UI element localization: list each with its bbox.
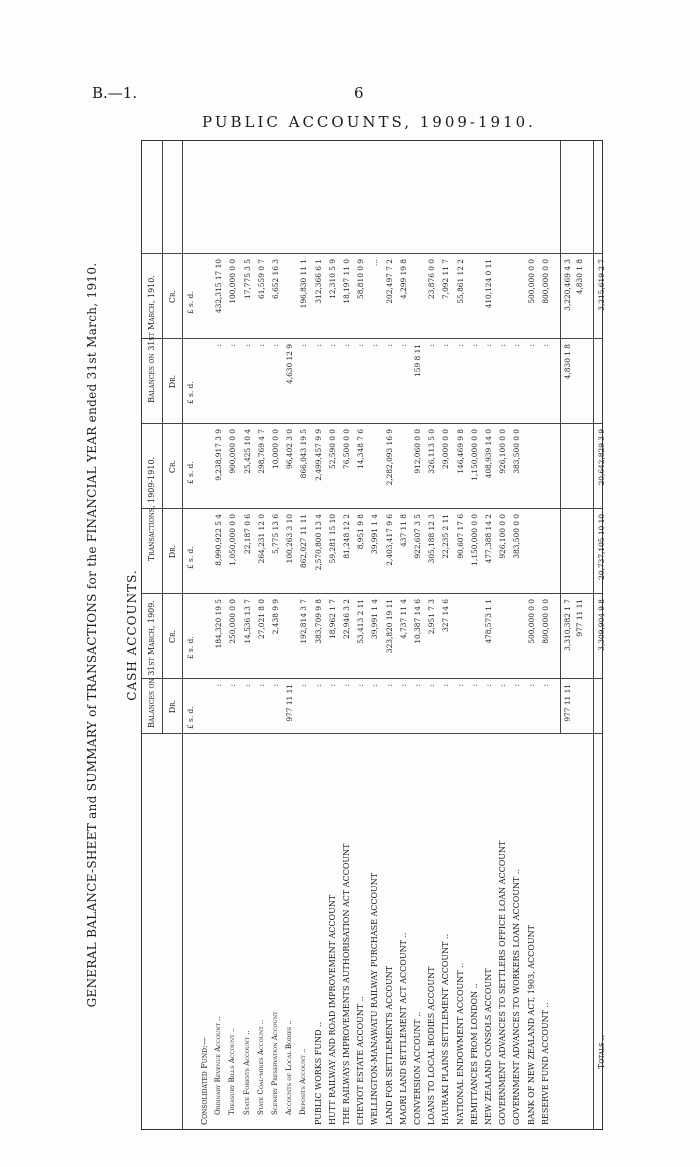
header-opening: Balances on 31st March, 1909. — [147, 600, 156, 728]
subtotal-cell: 977 11 11 — [563, 684, 572, 722]
amount-cell: : — [356, 684, 366, 687]
amount-cell: 25,425 10 4 — [242, 429, 252, 474]
amount-cell: : — [327, 344, 337, 347]
amount-cell: : — [484, 684, 493, 687]
amount-cell: : — [413, 684, 422, 687]
amount-cell: 478,573 1 1 — [484, 599, 493, 644]
amount-cell: 146,469 9 8 — [455, 429, 465, 474]
amount-cell: : — [342, 344, 351, 347]
units-opening-dr: £ s. d. — [186, 706, 195, 729]
amount-cell: 18,197 11 0 — [342, 259, 351, 304]
amount-cell: 7,092 11 7 — [441, 259, 451, 299]
amount-cell: 2,403,417 9 6 — [384, 514, 394, 566]
amount-cell: 2,438 9 9 — [271, 599, 280, 635]
amount-cell: 90,607 17 6 — [455, 514, 465, 559]
totals-rule — [593, 141, 594, 1129]
col-divider — [142, 253, 602, 254]
amount-cell: 10,387 14 6 — [413, 599, 422, 644]
row-label: Ordinary Revenue Account .. — [214, 1016, 223, 1115]
col-divider — [142, 338, 602, 339]
units-closing-cr: £ s. d. — [186, 291, 195, 314]
amount-cell: : — [271, 344, 280, 347]
amount-cell: : — [228, 684, 238, 687]
amount-cell: 159 8 11 — [413, 344, 422, 377]
amount-cell: 2,282,093 16 9 — [384, 429, 394, 486]
amount-cell: 29,000 0 0 — [441, 429, 451, 469]
table-title: GENERAL BALANCE-SHEET and SUMMARY of TRANSACTIONS for the FINANCIAL YEAR ended 31st March, 1910. — [85, 262, 99, 1008]
amount-cell: : — [228, 344, 238, 347]
amount-cell: 250,000 0 0 — [228, 599, 238, 644]
row-label: REMITTANCES FROM LONDON .. — [469, 983, 479, 1125]
amount-cell: 23,876 0 0 — [427, 259, 437, 299]
units-trans-cr: £ s. d. — [186, 461, 195, 484]
totals-cell: 20,737,105 10 10 — [597, 514, 606, 580]
amount-cell: 2,570,800 13 4 — [313, 514, 323, 571]
amount-cell: 922,607 3 5 — [413, 514, 422, 559]
row-label: State Coal-mines Account .. — [256, 1019, 265, 1115]
amount-cell: 61,559 0 7 — [256, 259, 266, 299]
row-label: HUTT RAILWAY AND ROAD IMPROVEMENT ACCOUNT — [327, 894, 337, 1125]
amount-cell: : — [455, 344, 465, 347]
page-title: PUBLIC ACCOUNTS, 1909-1910. — [202, 113, 536, 131]
amount-cell: : — [370, 684, 380, 687]
amount-cell: : — [384, 684, 394, 687]
amount-cell: 6,652 16 3 — [271, 259, 280, 299]
amount-cell: 100,263 3 10 — [285, 514, 295, 564]
amount-cell: 39,991 1 4 — [370, 514, 380, 554]
amount-cell: 326,113 5 0 — [427, 429, 437, 474]
header-divider — [182, 141, 183, 1129]
amount-cell: 900,000 0 0 — [228, 429, 238, 474]
amount-cell: 432,315 17 10 — [214, 259, 224, 314]
amount-cell: 96,402 3 0 — [285, 429, 295, 469]
amount-cell: 912,060 0 0 — [413, 429, 422, 474]
amount-cell: 926,100 0 0 — [498, 429, 508, 474]
row-label: MAORI LAND SETTLEMENT ACT ACCOUNT .. — [398, 932, 408, 1125]
amount-cell: : — [242, 344, 252, 347]
amount-cell: : — [398, 684, 408, 687]
amount-cell: 977 11 11 — [285, 684, 295, 722]
amount-cell: 298,769 4 7 — [256, 429, 266, 474]
amount-cell: 312,366 6 1 — [313, 259, 323, 304]
amount-cell: 202,497 7 2 — [384, 259, 394, 304]
rotated-table-area — [85, 140, 605, 1130]
subtotal-cell: 3,310,382 1 7 — [563, 599, 572, 651]
amount-cell: : — [512, 684, 522, 687]
amount-cell: 800,000 0 0 — [540, 599, 550, 644]
amount-cell: : — [540, 344, 550, 347]
amount-cell: : — [427, 684, 437, 687]
header-transactions: Transactions, 1909-1910. — [147, 456, 156, 562]
row-label: HAURAKI PLAINS SETTLEMENT ACCOUNT .. — [441, 933, 451, 1125]
amount-cell: 1,150,000 0 0 — [469, 514, 479, 566]
totals-cell: 3,309,904 9 8 — [597, 599, 606, 651]
amount-cell: : — [469, 684, 479, 687]
amount-cell: 305,188 12 3 — [427, 514, 437, 564]
col-divider — [142, 733, 602, 734]
amount-cell: : — [455, 684, 465, 687]
col-divider — [142, 423, 602, 424]
amount-cell: : — [526, 344, 536, 347]
col-divider — [142, 593, 602, 594]
header-closing: Balances on 31st March, 1910. — [147, 275, 156, 403]
header-closing-cr: Cr. — [168, 289, 177, 304]
amount-cell: 8,951 9 8 — [356, 514, 366, 550]
row-label: GOVERNMENT ADVANCES TO SETTLERS OFFICE LOAN ACCOUNT — [498, 840, 508, 1125]
row-label: State Forests Account .. — [242, 1030, 251, 1115]
header-opening-cr: Cr. — [168, 629, 177, 644]
amount-cell: 59,281 15 10 — [327, 514, 337, 564]
subtotal-cell: 3,220,469 4 3 — [563, 259, 572, 311]
amount-cell: 192,814 3 7 — [299, 599, 309, 644]
row-label: PUBLIC WORKS FUND .. — [313, 1021, 323, 1125]
subtotal-cell: 977 11 11 — [575, 599, 584, 637]
amount-cell: 383,500 0 0 — [512, 429, 522, 474]
header-opening-dr: Dr. — [168, 699, 177, 714]
amount-cell: 383,500 0 0 — [512, 514, 522, 559]
row-label: Scenery Preservation Account — [271, 1011, 279, 1115]
amount-cell: : — [498, 684, 508, 687]
row-label: Treasury Bills Account .. — [228, 1027, 237, 1115]
amount-cell: : — [271, 684, 280, 687]
subtotal-cell: 4,830 1 8 — [575, 259, 584, 295]
amount-cell: 383,709 9 8 — [313, 599, 323, 644]
amount-cell: : — [299, 684, 309, 687]
header-trans-dr: Dr. — [168, 544, 177, 559]
amount-cell: 14,536 13 7 — [242, 599, 252, 644]
amount-cell: 55,861 12 2 — [455, 259, 465, 304]
row-label: WELLINGTON-MANAWATU RAILWAY PURCHASE ACCOUNT — [370, 872, 380, 1125]
amount-cell: 264,231 12 0 — [256, 514, 266, 564]
row-label: LOANS TO LOCAL BODIES ACCOUNT — [427, 966, 437, 1125]
amount-cell: 22,946 3 2 — [342, 599, 351, 639]
amount-cell: 1,150,000 0 0 — [469, 429, 479, 481]
header-divider — [162, 141, 163, 734]
row-label: CHEVIOT ESTATE ACCOUNT .. — [356, 996, 366, 1125]
amount-cell: 410,124 0 11 — [484, 259, 493, 309]
amount-cell: : — [313, 684, 323, 687]
amount-cell: : — [370, 344, 380, 347]
amount-cell: : — [214, 344, 224, 347]
amount-cell: : — [512, 344, 522, 347]
amount-cell: 58,810 0 9 — [356, 259, 366, 299]
amount-cell: 53,413 2 11 — [356, 599, 366, 644]
amount-cell: 17,775 3 5 — [242, 259, 252, 299]
row-label: Accounts of Local Bodies .. — [285, 1020, 294, 1115]
amount-cell: 22,235 2 11 — [441, 514, 451, 559]
amount-cell: 477,388 14 2 — [484, 514, 493, 564]
units-opening-cr: £ s. d. — [186, 636, 195, 659]
amount-cell: : — [441, 344, 451, 347]
amount-cell: : — [356, 344, 366, 347]
amount-cell: : — [342, 684, 351, 687]
amount-cell: : — [498, 344, 508, 347]
row-label: Deposits Account .. — [299, 1048, 308, 1115]
amount-cell: 408,939 14 0 — [484, 429, 493, 479]
amount-cell: : — [384, 344, 394, 347]
amount-cell: ... — [370, 259, 380, 267]
amount-cell: 9,238,917 3 9 — [214, 429, 224, 481]
amount-cell: 27,021 8 0 — [256, 599, 266, 639]
balance-sheet-table — [141, 140, 606, 1130]
amount-cell: : — [327, 684, 337, 687]
amount-cell: 926,100 0 0 — [498, 514, 508, 559]
amount-cell: 4,737 11 4 — [398, 599, 408, 639]
amount-cell: 14,348 7 6 — [356, 429, 366, 469]
amount-cell: 437 11 8 — [398, 514, 408, 547]
totals-cell: 20,642,829 3 9 — [597, 429, 606, 486]
row-label: Consolidated Fund:— — [200, 1037, 209, 1125]
amount-cell: 500,000 0 0 — [526, 259, 536, 304]
amount-cell: : — [256, 684, 266, 687]
header-trans-cr: Cr. — [168, 459, 177, 474]
document-code: B.—1. — [92, 84, 138, 102]
row-label: BANK OF NEW ZEALAND ACT, 1903, ACCOUNT — [526, 925, 536, 1125]
amount-cell: 4,299 19 8 — [398, 259, 408, 299]
amount-cell: 1,050,000 0 0 — [228, 514, 238, 566]
table-subtitle: CASH ACCOUNTS. — [125, 569, 139, 701]
col-divider — [142, 678, 602, 679]
totals-label: Totals .. — [597, 1035, 606, 1069]
amount-cell: : — [256, 344, 266, 347]
amount-cell: : — [313, 344, 323, 347]
amount-cell: : — [526, 684, 536, 687]
amount-cell: 4,630 12 9 — [285, 344, 295, 384]
amount-cell: : — [540, 684, 550, 687]
subtotal-cell: 4,830 1 8 — [563, 344, 572, 380]
amount-cell: : — [398, 344, 408, 347]
amount-cell: 18,962 1 7 — [327, 599, 337, 639]
header-closing-dr: Dr. — [168, 374, 177, 389]
amount-cell: 22,187 0 6 — [242, 514, 252, 554]
amount-cell: 800,000 0 0 — [540, 259, 550, 304]
amount-cell: : — [484, 344, 493, 347]
units-trans-dr: £ s. d. — [186, 546, 195, 569]
col-divider — [142, 508, 602, 509]
row-label: NATIONAL ENDOWMENT ACCOUNT .. — [455, 962, 465, 1125]
row-label: NEW ZEALAND CONSOLS ACCOUNT — [484, 968, 493, 1125]
amount-cell: 81,248 12 2 — [342, 514, 351, 559]
amount-cell: 500,000 0 0 — [526, 599, 536, 644]
amount-cell: : — [242, 684, 252, 687]
amount-cell: 323,820 19 11 — [384, 599, 394, 654]
row-label: CONVERSION ACCOUNT .. — [413, 1011, 422, 1125]
amount-cell: : — [214, 684, 224, 687]
amount-cell: 76,500 0 0 — [342, 429, 351, 469]
amount-cell: : — [427, 344, 437, 347]
page-number: 6 — [354, 84, 364, 102]
amount-cell: 2,951 7 3 — [427, 599, 437, 635]
row-label: THE RAILWAYS IMPROVEMENTS AUTHORISATION ACT ACCOUNT — [342, 843, 351, 1125]
amount-cell: 184,320 19 5 — [214, 599, 224, 649]
amount-cell: 327 14 6 — [441, 599, 451, 632]
row-label: RESERVE FUND ACCOUNT .. — [540, 1002, 550, 1125]
amount-cell: 12,310 5 9 — [327, 259, 337, 299]
row-label: LAND FOR SETTLEMENTS ACCOUNT — [384, 965, 394, 1125]
amount-cell: 2,499,457 9 9 — [313, 429, 323, 481]
amount-cell: 39,991 1 4 — [370, 599, 380, 639]
amount-cell: 862,027 11 11 — [299, 514, 309, 569]
amount-cell: 10,000 0 0 — [271, 429, 280, 469]
totals-cell: 3,215,619 2 7 — [597, 259, 606, 311]
amount-cell: 5,775 13 6 — [271, 514, 280, 554]
amount-cell: : — [299, 344, 309, 347]
amount-cell: : — [441, 684, 451, 687]
amount-cell: 100,000 0 0 — [228, 259, 238, 304]
subtotal-rule — [560, 141, 561, 734]
row-label: GOVERNMENT ADVANCES TO WORKERS LOAN ACCOUNT .. — [512, 869, 522, 1125]
units-closing-dr: £ s. d. — [186, 381, 195, 404]
amount-cell: 866,043 19 5 — [299, 429, 309, 479]
amount-cell: 52,590 0 0 — [327, 429, 337, 469]
amount-cell: 8,990,922 5 4 — [214, 514, 224, 566]
amount-cell: 196,830 11 1 — [299, 259, 309, 309]
amount-cell: : — [469, 344, 479, 347]
